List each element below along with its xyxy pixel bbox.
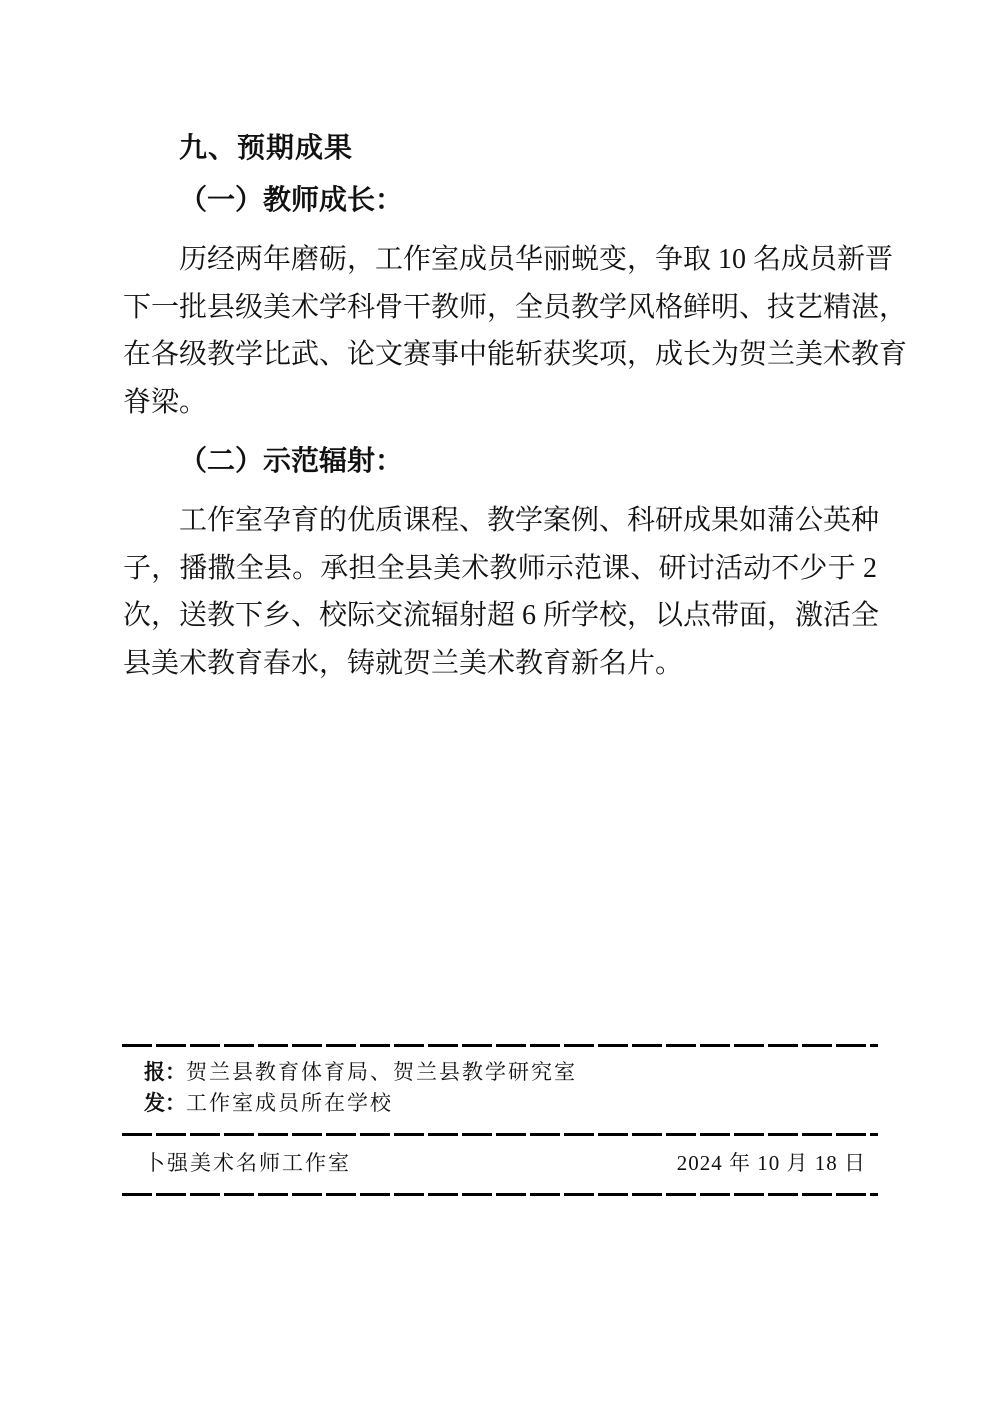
section-heading: 九、预期成果: [179, 132, 354, 163]
paragraph-line: 工作室孕育的优质课程、教学案例、科研成果如蒲公英种: [179, 505, 880, 536]
issue-row: [144, 1088, 878, 1119]
issue-date: 2024 年 10 月 18 日: [676, 1151, 866, 1175]
paragraph-line: 历经两年磨砺，工作室成员华丽蜕变，争取 10 名成员新晋: [179, 244, 894, 275]
issuer-name: 卜强美术名师工作室: [144, 1151, 351, 1175]
issuer-row: [122, 1136, 878, 1193]
report-value: 贺兰县教育体育局、贺兰县教学研究室: [186, 1060, 577, 1084]
colophon-bottom-rule: [122, 1193, 878, 1196]
issue-value: 工作室成员所在学校: [186, 1091, 393, 1115]
paragraph-teacher-growth: [123, 236, 908, 426]
report-row: [144, 1057, 878, 1088]
colophon-block: [122, 1044, 878, 1196]
paragraph-line: 脊梁。: [123, 386, 208, 418]
paragraph-demonstration-radiation: [123, 497, 880, 687]
paragraph-line: 县美术教育春水，铸就贺兰美术教育新名片。: [123, 647, 684, 679]
report-label: 报：: [144, 1061, 186, 1084]
paragraph-line: 子，播撒全县。承担全县美术教师示范课、研讨活动不少于 2: [123, 552, 877, 584]
subsection-heading-demonstration-radiation: （二）示范辐射：: [179, 446, 404, 477]
paragraph-line: 下一批县级美术学科骨干教师，全员教学风格鲜明、技艺精湛，: [123, 291, 908, 323]
main-content: [123, 131, 908, 687]
paragraph-line: 次，送教下乡、校际交流辐射超 6 所学校，以点带面，激活全: [123, 600, 880, 631]
subsection-heading-teacher-growth: （一）教师成长：: [179, 185, 404, 216]
issue-label: 发：: [144, 1092, 186, 1115]
distribution-list: [122, 1047, 878, 1133]
paragraph-line: 在各级教学比武、论文赛事中能斩获奖项，成长为贺兰美术教育: [123, 339, 908, 370]
